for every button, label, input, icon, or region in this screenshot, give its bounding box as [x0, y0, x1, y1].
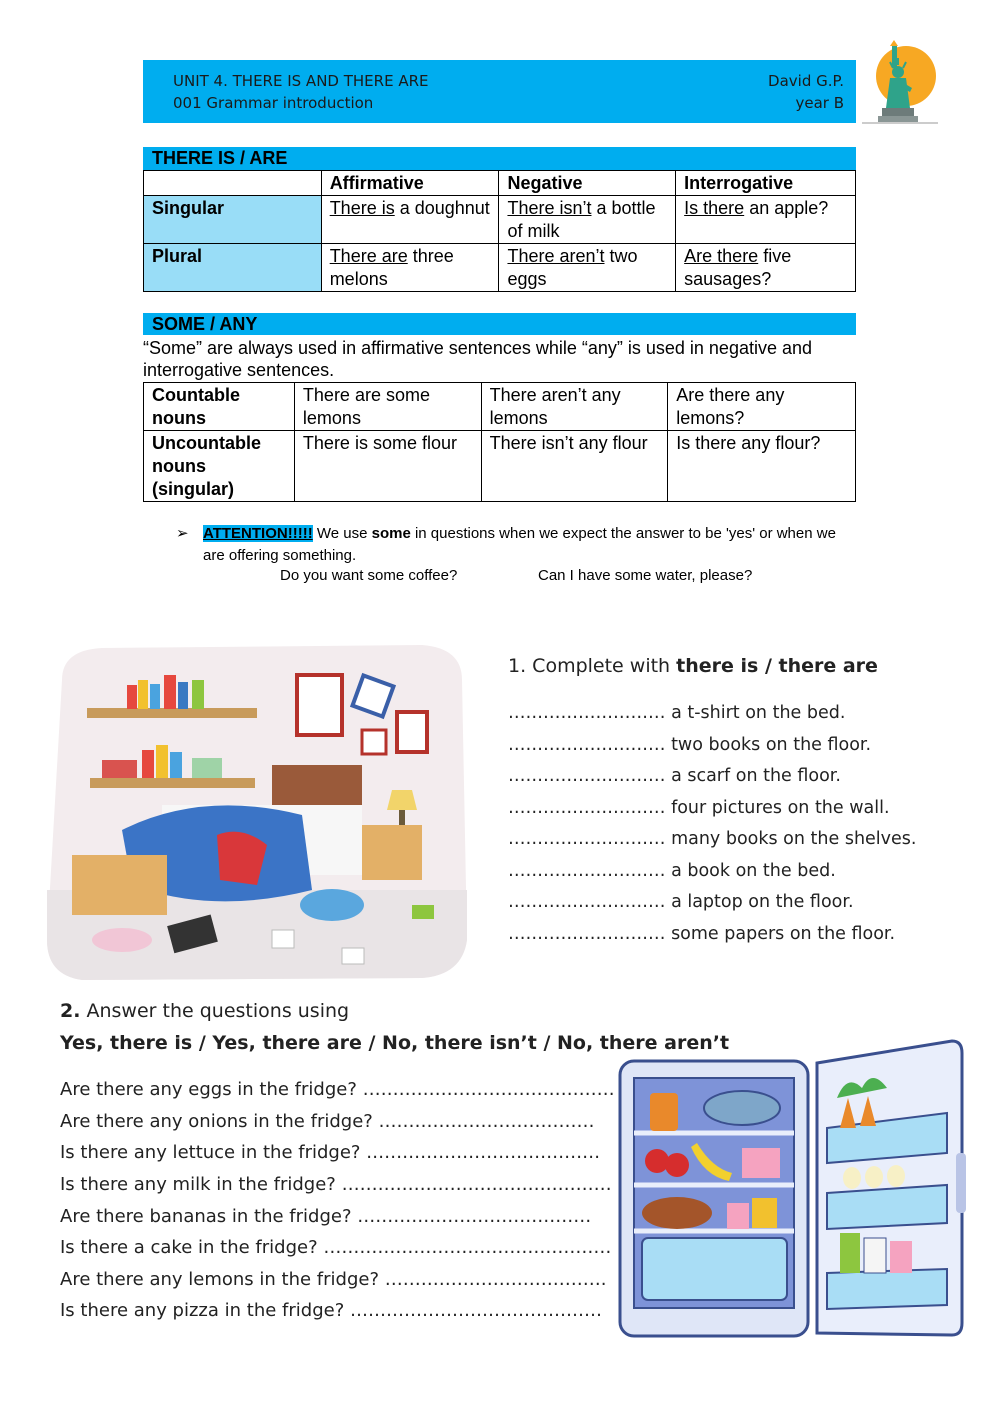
uncountable-interrogative: Is there any flour?	[668, 431, 856, 502]
lesson-subtitle: 001 Grammar introduction	[173, 94, 374, 112]
there-is-are-table	[143, 170, 856, 292]
interrogative-header: Interrogative	[676, 171, 856, 196]
header-banner	[143, 60, 856, 123]
countable-negative: There aren’t any lemons	[481, 383, 668, 431]
some-any-description: “Some” are always used in affirmative sentences while “any” is used in negative and interrogative sentences.	[143, 338, 813, 380]
unit-title: UNIT 4. THERE IS AND THERE ARE	[173, 72, 429, 90]
exercise1-line[interactable]: ……………………… four pictures on the wall.	[508, 798, 890, 818]
open-fridge-illustration	[612, 1033, 970, 1345]
table-header-row	[144, 171, 856, 196]
table-row	[144, 196, 856, 244]
exercise1-line[interactable]: ……………………… a laptop on the floor.	[508, 892, 854, 912]
exercise2-question[interactable]: Is there a cake in the fridge? …………………………………………	[60, 1237, 612, 1258]
plural-label: Plural	[144, 244, 322, 292]
empty-header-cell	[144, 171, 322, 196]
singular-negative: There isn’t a bottle of milk	[499, 196, 676, 244]
some-any-table	[143, 382, 856, 502]
exercise1-line[interactable]: ……………………… many books on the shelves.	[508, 829, 917, 849]
exercise2-question[interactable]: Is there any pizza in the fridge? ……………………………………	[60, 1300, 602, 1321]
uncountable-affirmative: There is some flour	[294, 431, 481, 502]
singular-label: Singular	[144, 196, 322, 244]
table-row	[144, 244, 856, 292]
author-name: David G.P.	[768, 72, 844, 90]
exercise1-line[interactable]: ……………………… a t-shirt on the bed.	[508, 703, 846, 723]
there-is-are-title: THERE IS / ARE	[152, 148, 288, 168]
exercise2-question[interactable]: Is there any milk in the fridge? ………………………………………	[60, 1174, 612, 1195]
exercise1-line[interactable]: ……………………… some papers on the floor.	[508, 924, 896, 944]
attention-text: ATTENTION!!!!! We use some in questions when we expect the answer to be 'yes' or when we are offering something.	[203, 525, 836, 564]
messy-bedroom-illustration	[42, 640, 472, 985]
year-label: year B	[795, 94, 844, 112]
exercise1-line[interactable]: ……………………… a scarf on the floor.	[508, 766, 841, 786]
countable-label: Countable nouns	[144, 383, 295, 431]
some-any-heading	[143, 313, 856, 335]
exercise2-question[interactable]: Are there any eggs in the fridge? ……………………………………	[60, 1079, 615, 1100]
uncountable-label: Uncountable nouns (singular)	[144, 431, 295, 502]
there-is-are-heading	[143, 147, 856, 170]
affirmative-header: Affirmative	[321, 171, 499, 196]
singular-affirmative: There is a doughnut	[321, 196, 499, 244]
negative-header: Negative	[499, 171, 676, 196]
exercise2-title: 2. Answer the questions using	[60, 1000, 350, 1022]
exercise1-line[interactable]: ……………………… two books on the floor.	[508, 735, 872, 755]
uncountable-negative: There isn’t any flour	[481, 431, 668, 502]
exercise2-question[interactable]: Are there any lemons in the fridge? ……………………………….	[60, 1269, 607, 1290]
singular-interrogative: Is there an apple?	[676, 196, 856, 244]
example-water: Can I have some water, please?	[538, 567, 753, 584]
attention-label: ATTENTION!!!!!	[203, 525, 313, 542]
exercise1-title: 1. Complete with there is / there are	[508, 655, 878, 677]
exercise2-question[interactable]: Are there any onions in the fridge? ………………………………	[60, 1111, 595, 1132]
exercise1-line[interactable]: ……………………… a book on the bed.	[508, 861, 836, 881]
countable-interrogative: Are there any lemons?	[668, 383, 856, 431]
table-row	[144, 431, 856, 502]
plural-negative: There aren’t two eggs	[499, 244, 676, 292]
exercise2-answer-options: Yes, there is / Yes, there are / No, there isn’t / No, there aren’t	[60, 1032, 730, 1054]
countable-affirmative: There are some lemons	[294, 383, 481, 431]
exercise2-question[interactable]: Are there bananas in the fridge? …………………………………	[60, 1206, 592, 1227]
statue-of-liberty-logo	[862, 38, 938, 128]
plural-interrogative: Are there five sausages?	[676, 244, 856, 292]
exercise2-question[interactable]: Is there any lettuce in the fridge? …………………………………	[60, 1142, 601, 1163]
some-any-title: SOME / ANY	[152, 314, 258, 334]
arrow-bullet-icon: ➢	[176, 525, 189, 542]
plural-affirmative: There are three melons	[321, 244, 499, 292]
table-row	[144, 383, 856, 431]
example-coffee: Do you want some coffee?	[280, 567, 458, 584]
